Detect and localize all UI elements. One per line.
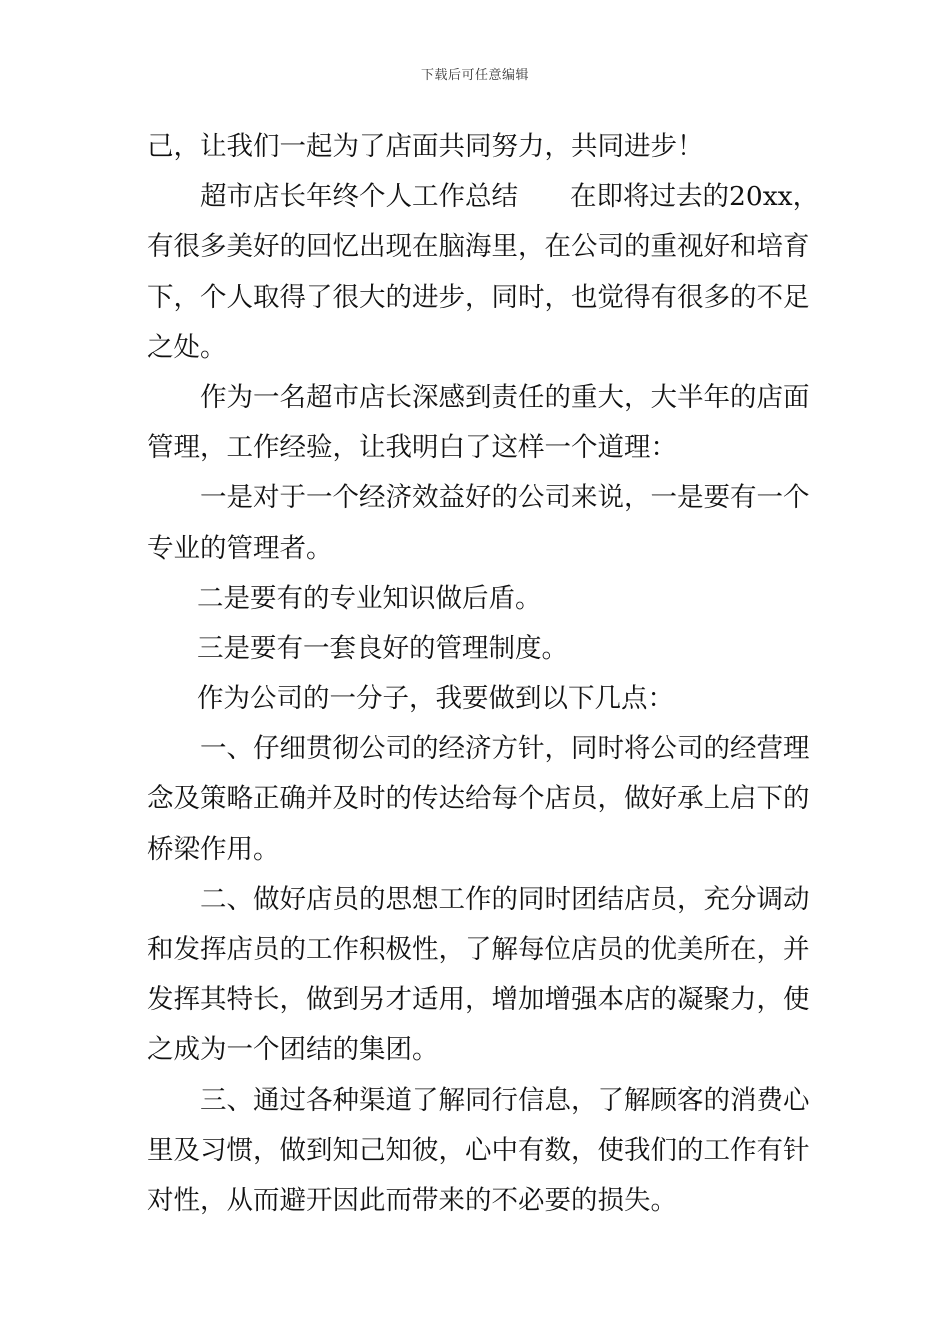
text-line: 一、仔细贯彻公司的经济方针，同时将公司的经营理 bbox=[200, 733, 810, 765]
text-span: 在即将过去的20xx， bbox=[570, 181, 820, 213]
text-line: 桥梁作用。 bbox=[147, 833, 280, 865]
text-line: 之成为一个团结的集团。 bbox=[147, 1034, 439, 1066]
text-line: 二是要有的专业知识做后盾。 bbox=[197, 582, 542, 614]
text-line: 发挥其特长，做到另才适用，增加增强本店的凝聚力，使 bbox=[147, 984, 810, 1016]
text-line: 三、通过各种渠道了解同行信息，了解顾客的消费心 bbox=[200, 1084, 810, 1116]
document-body bbox=[147, 122, 820, 1226]
text-line: 之处。 bbox=[147, 331, 227, 363]
text-line: 己，让我们一起为了店面共同努力，共同进步！ bbox=[147, 131, 704, 162]
text-line: 有很多美好的回忆出现在脑海里，在公司的重视好和培育 bbox=[147, 231, 810, 263]
text-line: 作为公司的一分子，我要做到以下几点： bbox=[197, 683, 674, 715]
section-title: 超市店长年终个人工作总结 bbox=[200, 181, 518, 213]
text-line: 管理，工作经验，让我明白了这样一个道理： bbox=[147, 432, 677, 464]
text-line bbox=[147, 172, 820, 222]
text-line: 作为一名超市店长深感到责任的重大，大半年的店面 bbox=[200, 381, 810, 413]
text-line: 三是要有一套良好的管理制度。 bbox=[197, 632, 568, 664]
text-line: 二、做好店员的思想工作的同时团结店员，充分调动 bbox=[200, 883, 810, 915]
text-line: 念及策略正确并及时的传达给每个店员，做好承上启下的 bbox=[147, 783, 810, 815]
text-line: 里及习惯，做到知己知彼，心中有数，使我们的工作有针 bbox=[147, 1134, 810, 1166]
text-line: 和发挥店员的工作积极性，了解每位店员的优美所在，并 bbox=[147, 934, 810, 965]
text-line: 下，个人取得了很大的进步，同时，也觉得有很多的不足 bbox=[147, 281, 810, 313]
text-line: 对性，从而避开因此而带来的不必要的损失。 bbox=[147, 1184, 677, 1216]
page-header: 下载后可任意编辑 bbox=[420, 68, 529, 83]
text-line: 一是对于一个经济效益好的公司来说，一是要有一个 bbox=[200, 482, 810, 514]
text-line: 专业的管理者。 bbox=[147, 532, 333, 564]
